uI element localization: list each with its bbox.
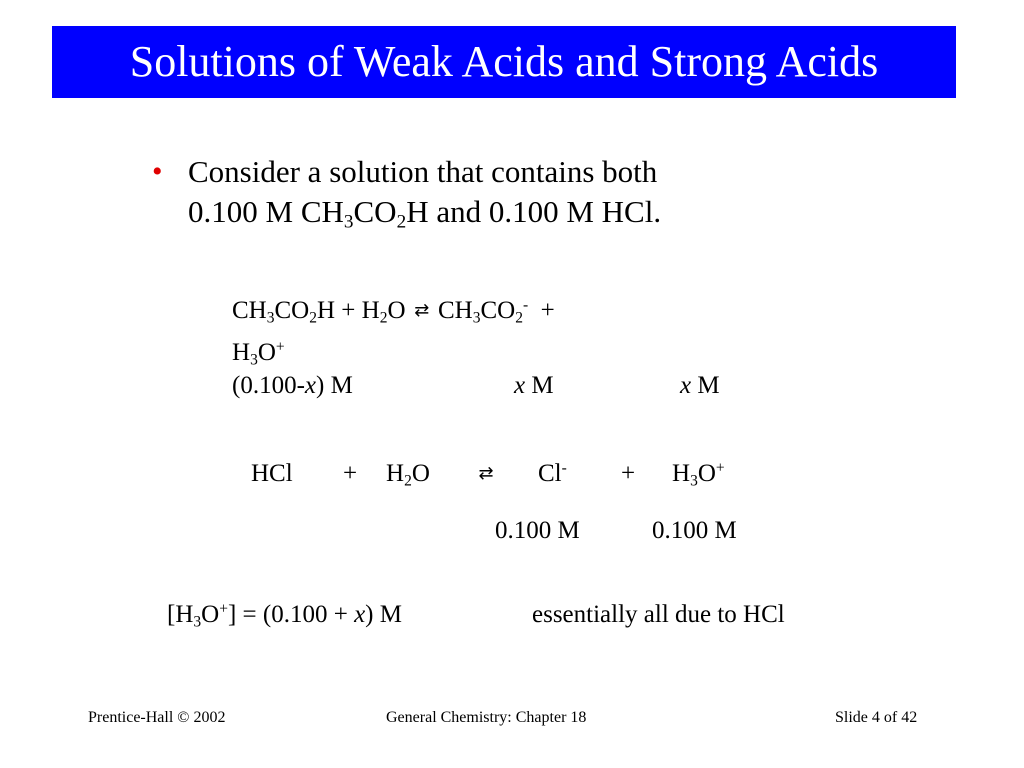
hcl-arrow: [476, 460, 496, 490]
hcl-hydronium: $H_3O^+$: [672, 459, 725, 490]
hcl-plus-2: +: [621, 460, 636, 487]
hcl-conc-1: 0.100 M: [495, 517, 580, 544]
slide-title: Solutions of Weak Acids and Strong Acids: [129, 37, 879, 86]
footer-copyright: Prentice-Hall © 2002: [88, 709, 226, 726]
bullet-line-2: 0.100 M $CH_3CO_2H$ and 0.100 M HCl.: [188, 194, 662, 233]
equilibrium-icon: ⇄: [478, 463, 494, 484]
bullet-line-1: Consider a solution that contains both: [188, 154, 658, 189]
title-bar: [52, 26, 956, 98]
bullet-text: [188, 152, 661, 232]
footer-chapter: General Chemistry: Chapter 18: [386, 709, 587, 726]
equilibrium-icon: ⇄: [414, 300, 430, 321]
hcl-conc-2: 0.100 M: [652, 517, 737, 544]
summary-equation: $[H_3O^+] = (0.100 + x)$ M: [167, 600, 402, 631]
acetic-acid-conc-2: x M: [514, 372, 554, 399]
bullet-icon: •: [152, 155, 163, 188]
bullet-item: [152, 152, 852, 232]
acetic-acid-equation-cont: $H_3O^+$: [232, 338, 285, 369]
summary-note: essentially all due to HCl: [532, 601, 785, 628]
hcl-plus-1: +: [343, 460, 358, 487]
hcl-reactant: HCl: [251, 460, 293, 487]
acetic-acid-equation: $CH_3CO_2H + H_2O$ ⇄ $CH_3CO_2^-$ +: [232, 296, 555, 327]
hcl-chloride: Cl-: [538, 459, 567, 487]
acetic-acid-conc-1: (0.100-x) M: [232, 372, 353, 399]
hcl-water: $H_2O$: [386, 460, 430, 490]
acetic-acid-conc-3: x M: [680, 372, 720, 399]
footer-slide-number: Slide 4 of 42: [835, 709, 918, 726]
